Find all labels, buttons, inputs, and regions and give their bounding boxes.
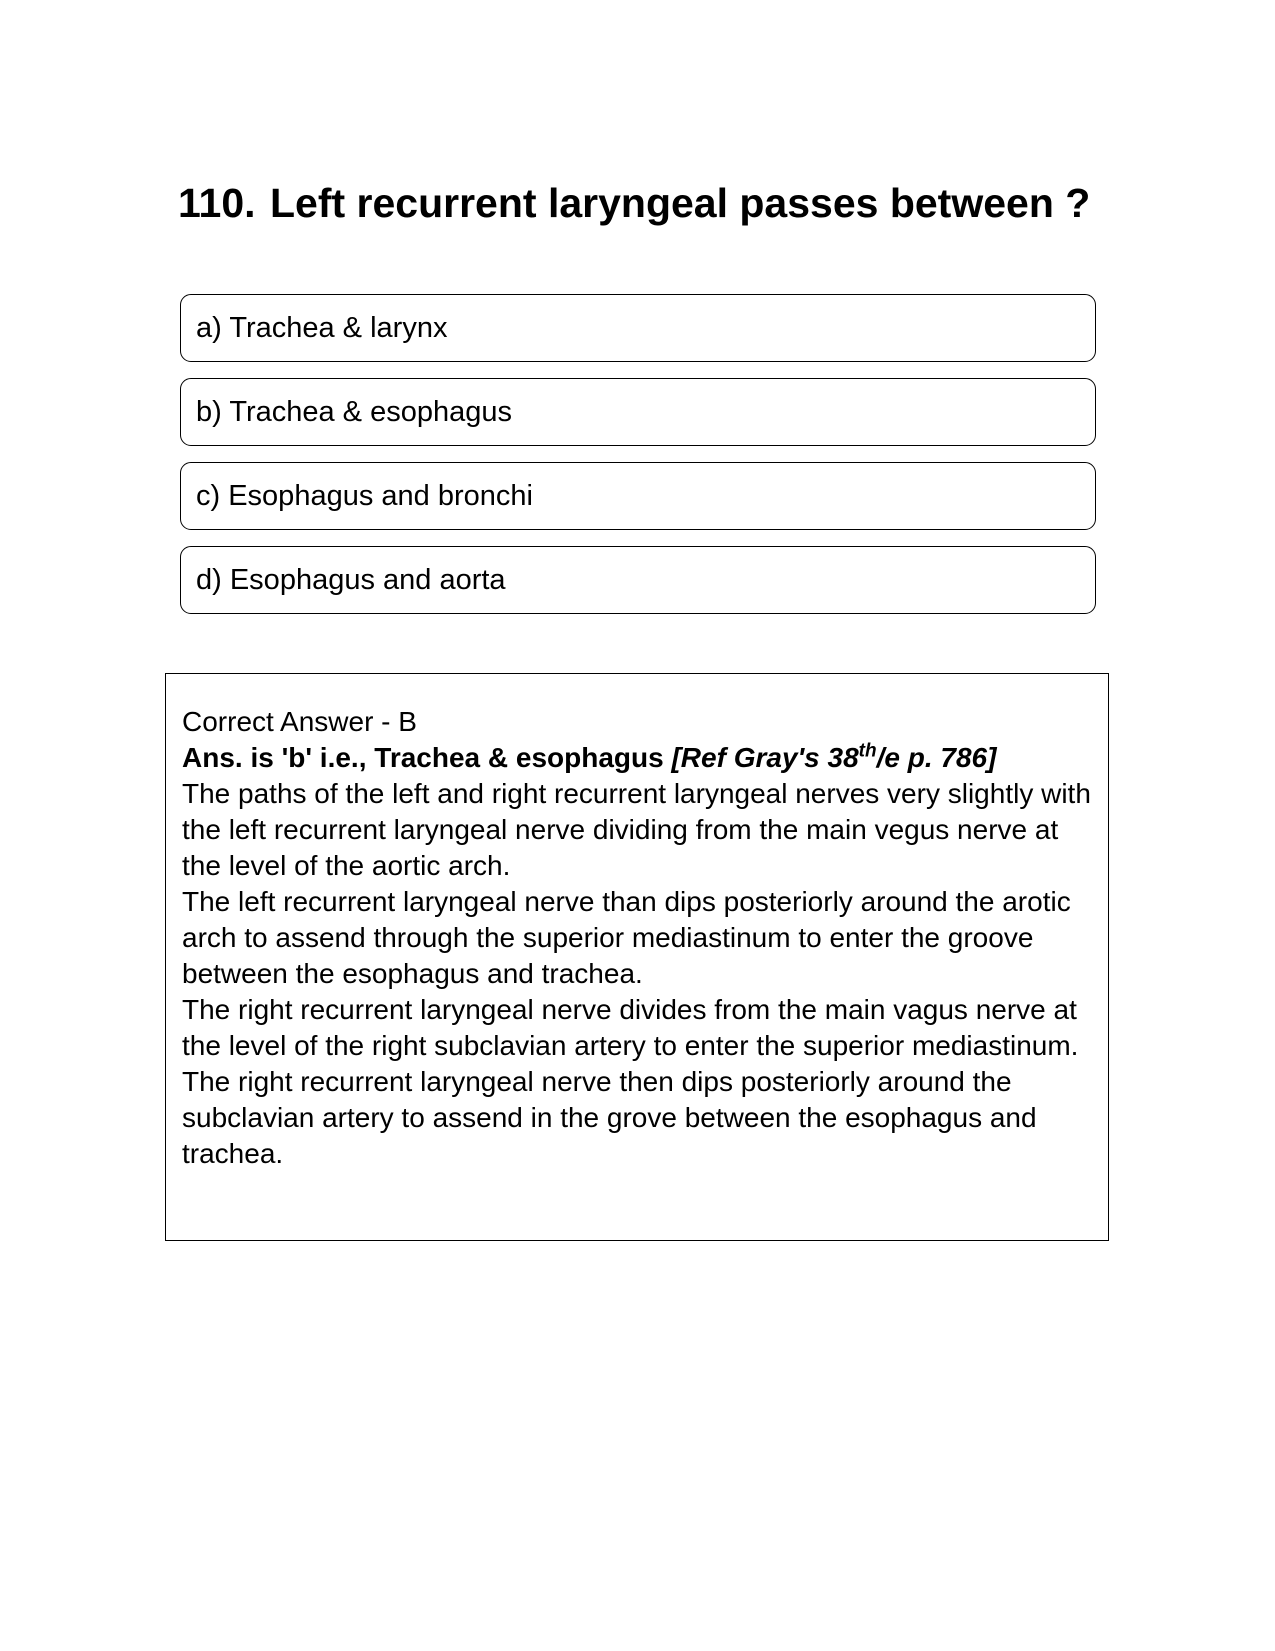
option-c[interactable]: c) Esophagus and bronchi bbox=[180, 462, 1096, 530]
answer-summary-line bbox=[182, 740, 1094, 776]
option-a[interactable]: a) Trachea & larynx bbox=[180, 294, 1096, 362]
explanation-paragraph-3: The right recurrent laryngeal nerve divides from the main vagus nerve at the level of the right subclavian artery to enter the superior mediastinum. bbox=[182, 994, 1079, 1061]
reference-suffix: /e p. 786] bbox=[876, 742, 997, 773]
question-number: 110. bbox=[178, 180, 256, 226]
explanation-paragraph-2: The left recurrent laryngeal nerve than dips posteriorly around the arotic arch to assend through the superior mediastinum to enter the groove between the esophagus and trachea. bbox=[182, 886, 1071, 989]
reference-citation bbox=[671, 742, 996, 773]
answer-explanation-box bbox=[165, 673, 1109, 1241]
answer-summary-text: Ans. is 'b' i.e., Trachea & esophagus bbox=[182, 742, 672, 773]
reference-prefix: [Ref Gray's 38 bbox=[671, 742, 859, 773]
explanation-paragraph-4: The right recurrent laryngeal nerve then dips posteriorly around the subclavian artery to assend in the grove between the esophagus and trachea. bbox=[182, 1066, 1037, 1169]
question-heading bbox=[178, 178, 1098, 228]
question-text: Left recurrent laryngeal passes between ? bbox=[270, 180, 1091, 226]
correct-answer-line: Correct Answer - B bbox=[182, 706, 417, 737]
option-b[interactable]: b) Trachea & esophagus bbox=[180, 378, 1096, 446]
option-d[interactable]: d) Esophagus and aorta bbox=[180, 546, 1096, 614]
reference-superscript: th bbox=[858, 740, 877, 762]
explanation-paragraph-1: The paths of the left and right recurrent laryngeal nerves very slightly with the left recurrent laryngeal nerve dividing from the main vegus nerve at the level of the aortic arch. bbox=[182, 778, 1091, 881]
options-list bbox=[180, 294, 1096, 630]
